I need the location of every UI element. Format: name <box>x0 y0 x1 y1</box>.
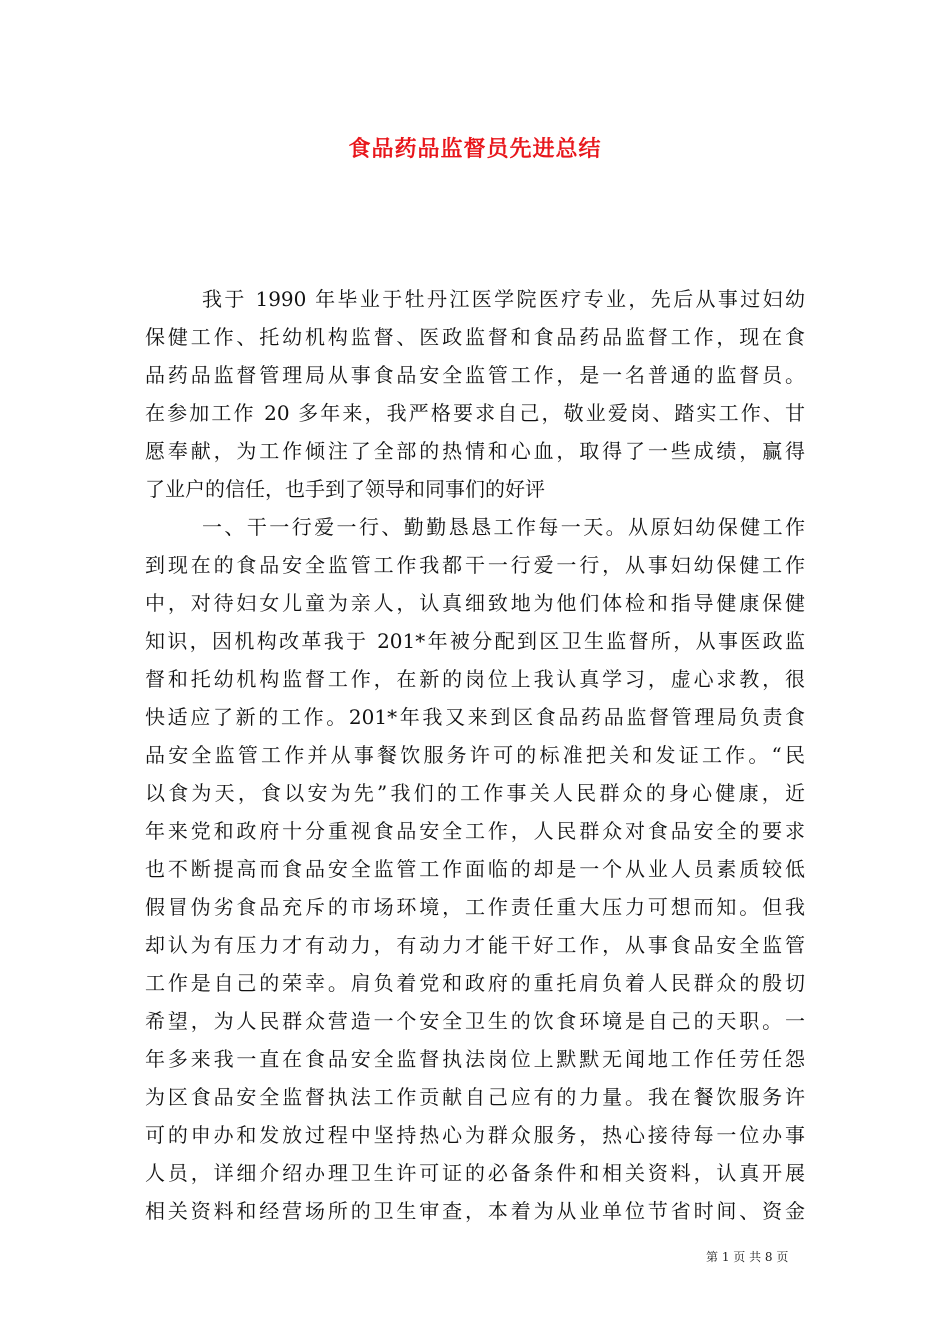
page-number-footer: 第 1 页 共 8 页 <box>706 1250 789 1264</box>
paragraph-line: 保健工作、托幼机构监督、医政监督和食品药品监督工作，现在食 <box>145 325 805 349</box>
paragraph-line: 一、干一行爱一行、勤勤恳恳工作每一天。从原妇幼保健工作 <box>202 515 805 539</box>
paragraph-line: 却认为有压力才有动力，有动力才能干好工作，从事食品安全监管 <box>145 933 805 957</box>
paragraph-line: 我于 1990 年毕业于牡丹江医学院医疗专业，先后从事过妇幼 <box>202 287 805 311</box>
paragraph-line: 也不断提高而食品安全监管工作面临的却是一个从业人员素质较低 <box>145 857 805 881</box>
paragraph-line: 在参加工作 20 多年来，我严格要求自己，敬业爱岗、踏实工作、甘 <box>145 401 805 425</box>
paragraph-line: 工作是自己的荣幸。肩负着党和政府的重托肩负着人民群众的殷切 <box>145 971 805 995</box>
paragraph-line: 以食为天，食以安为先”我们的工作事关人民群众的身心健康，近 <box>145 781 805 805</box>
paragraph-line: 品安全监管工作并从事餐饮服务许可的标准把关和发证工作。“民 <box>145 743 805 767</box>
paragraph-line: 年来党和政府十分重视食品安全工作，人民群众对食品安全的要求 <box>145 819 805 843</box>
document-title: 食品药品监督员先进总结 <box>348 136 602 162</box>
paragraph-line: 相关资料和经营场所的卫生审查，本着为从业单位节省时间、资金 <box>145 1199 805 1223</box>
paragraph-line: 可的申办和发放过程中坚持热心为群众服务，热心接待每一位办事 <box>145 1123 805 1147</box>
paragraph-line: 人员，详细介绍办理卫生许可证的必备条件和相关资料，认真开展 <box>145 1161 805 1185</box>
paragraph-line: 了业户的信任，也手到了领导和同事们的好评 <box>145 477 545 501</box>
paragraph-line: 年多来我一直在食品安全监督执法岗位上默默无闻地工作任劳任怨 <box>145 1047 805 1071</box>
paragraph-line: 快适应了新的工作。201*年我又来到区食品药品监督管理局负责食 <box>145 705 805 729</box>
paragraph-line: 知识，因机构改革我于 201*年被分配到区卫生监督所，从事医政监 <box>145 629 805 653</box>
paragraph-line: 到现在的食品安全监管工作我都干一行爱一行，从事妇幼保健工作 <box>145 553 805 577</box>
paragraph-line: 希望，为人民群众营造一个安全卫生的饮食环境是自己的天职。一 <box>145 1009 805 1033</box>
paragraph-line: 愿奉献，为工作倾注了全部的热情和心血，取得了一些成绩，赢得 <box>145 439 805 463</box>
paragraph-line: 督和托幼机构监督工作，在新的岗位上我认真学习，虚心求教，很 <box>145 667 805 691</box>
paragraph-line: 品药品监督管理局从事食品安全监管工作，是一名普通的监督员。 <box>145 363 805 387</box>
paragraph-line: 假冒伪劣食品充斥的市场环境，工作责任重大压力可想而知。但我 <box>145 895 805 919</box>
paragraph-line: 为区食品安全监督执法工作贡献自己应有的力量。我在餐饮服务许 <box>145 1085 805 1109</box>
paragraph-line: 中，对待妇女儿童为亲人，认真细致地为他们体检和指导健康保健 <box>145 591 805 615</box>
